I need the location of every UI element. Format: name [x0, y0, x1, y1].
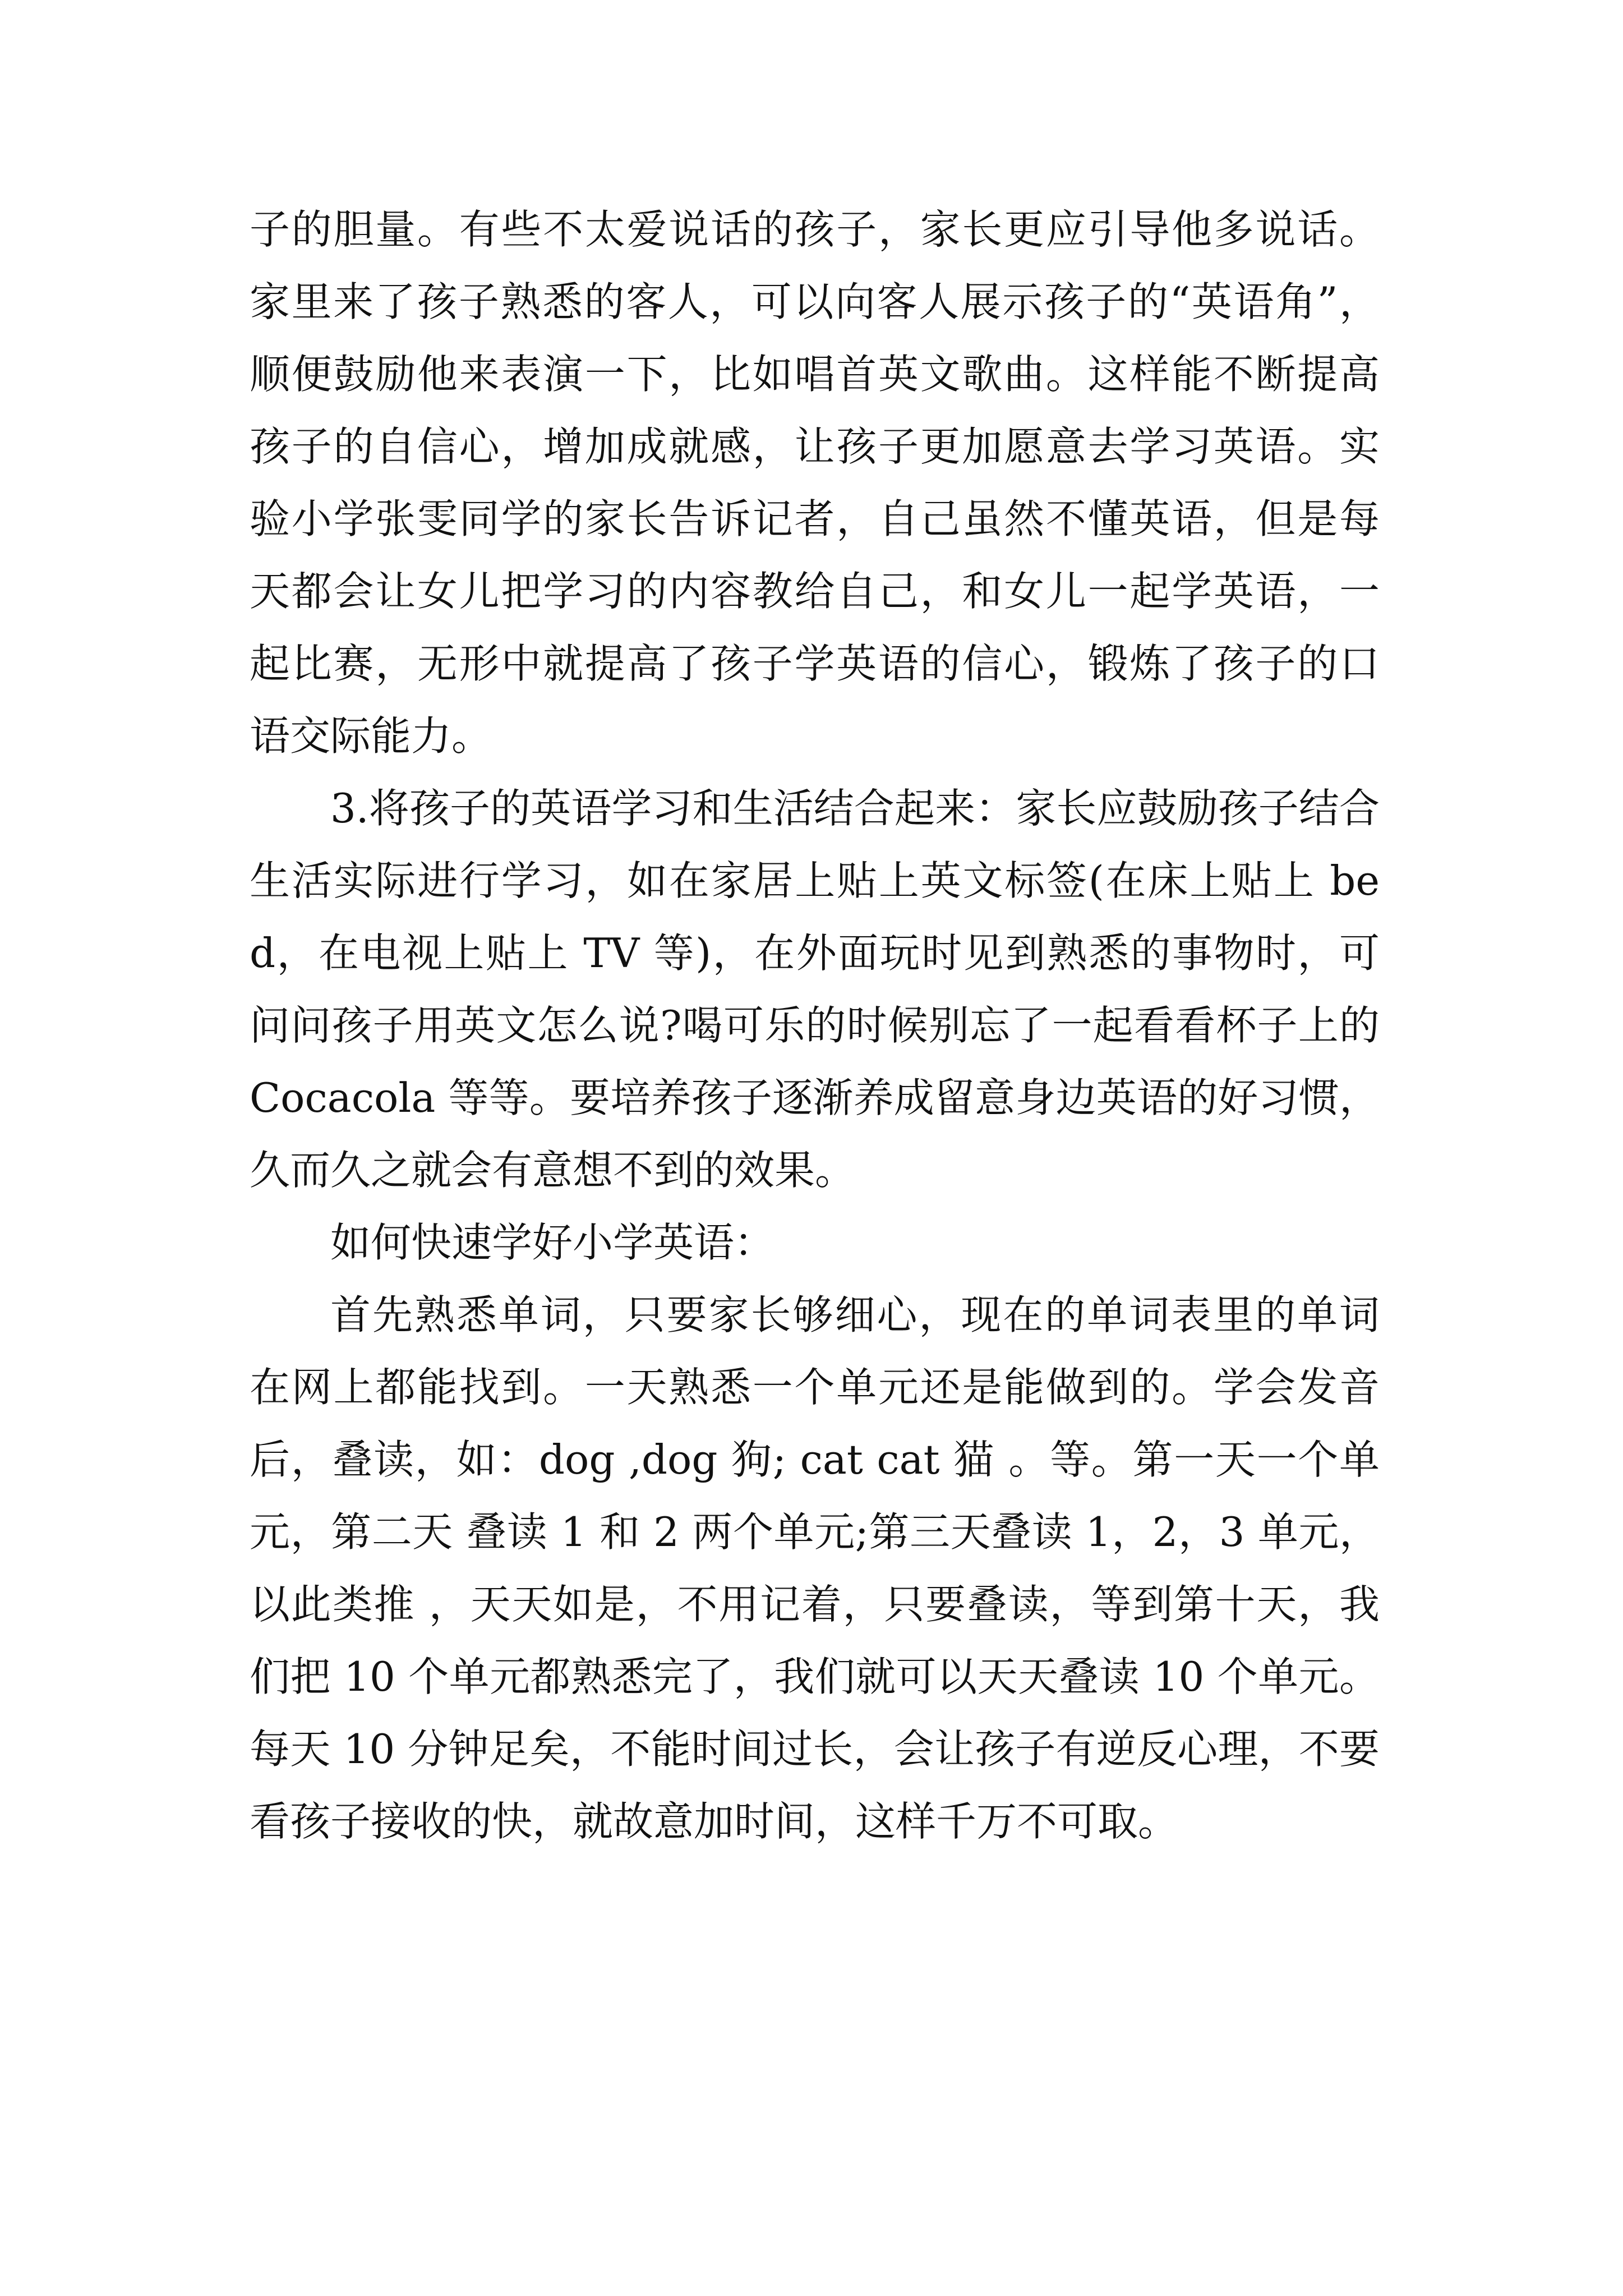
- paragraph-vocabulary-method: 首先熟悉单词，只要家长够细心，现在的单词表里的单词在网上都能找到。一天熟悉一个单元还是能做到的。学会发音后，叠读，如：dog ,dog 狗; cat cat 猫 。等。第一天一个单元，第二天 叠读 1 和 2 两个单元;第三天叠读 1，2，3 单元，以此类推 ，天天如是，不用记着，只要叠读，等到第十天，我们把 10 个单元都熟悉完了，我们就可以天天叠读 10 个单元。每天 10 分钟足矣，不能时间过长，会让孩子有逆反心理，不要看孩子接收的快，就故意加时间，这样千万不可取。: [250, 1291, 1380, 1845]
- section-heading: 如何快速学好小学英语：: [330, 1219, 775, 1266]
- paragraph-life-integration: 3.将孩子的英语学习和生活结合起来：家长应鼓励孩子结合生活实际进行学习，如在家居上贴上英文标签(在床上贴上 bed，在电视上贴上 TV 等)，在外面玩时见到熟悉的事物时，可问问孩子用英文怎么说?喝可乐的时候别忘了一起看看杯子上的 Cocacola 等等。要培养孩子逐渐养成留意身边英语的好习惯，久而久之就会有意想不到的效果。: [250, 785, 1380, 1194]
- paragraph-continued: 子的胆量。有些不太爱说话的孩子，家长更应引导他多说话。家里来了孩子熟悉的客人，可以向客人展示孩子的“英语角”，顺便鼓励他来表演一下，比如唱首英文歌曲。这样能不断提高孩子的自信心，增加成就感，让孩子更加愿意去学习英语。实验小学张雯同学的家长告诉记者，自己虽然不懂英语，但是每天都会让女儿把学习的内容教给自己，和女儿一起学英语，一起比赛，无形中就提高了孩子学英语的信心，锻炼了孩子的口语交际能力。: [250, 206, 1380, 760]
- document-page: [250, 194, 1380, 1858]
